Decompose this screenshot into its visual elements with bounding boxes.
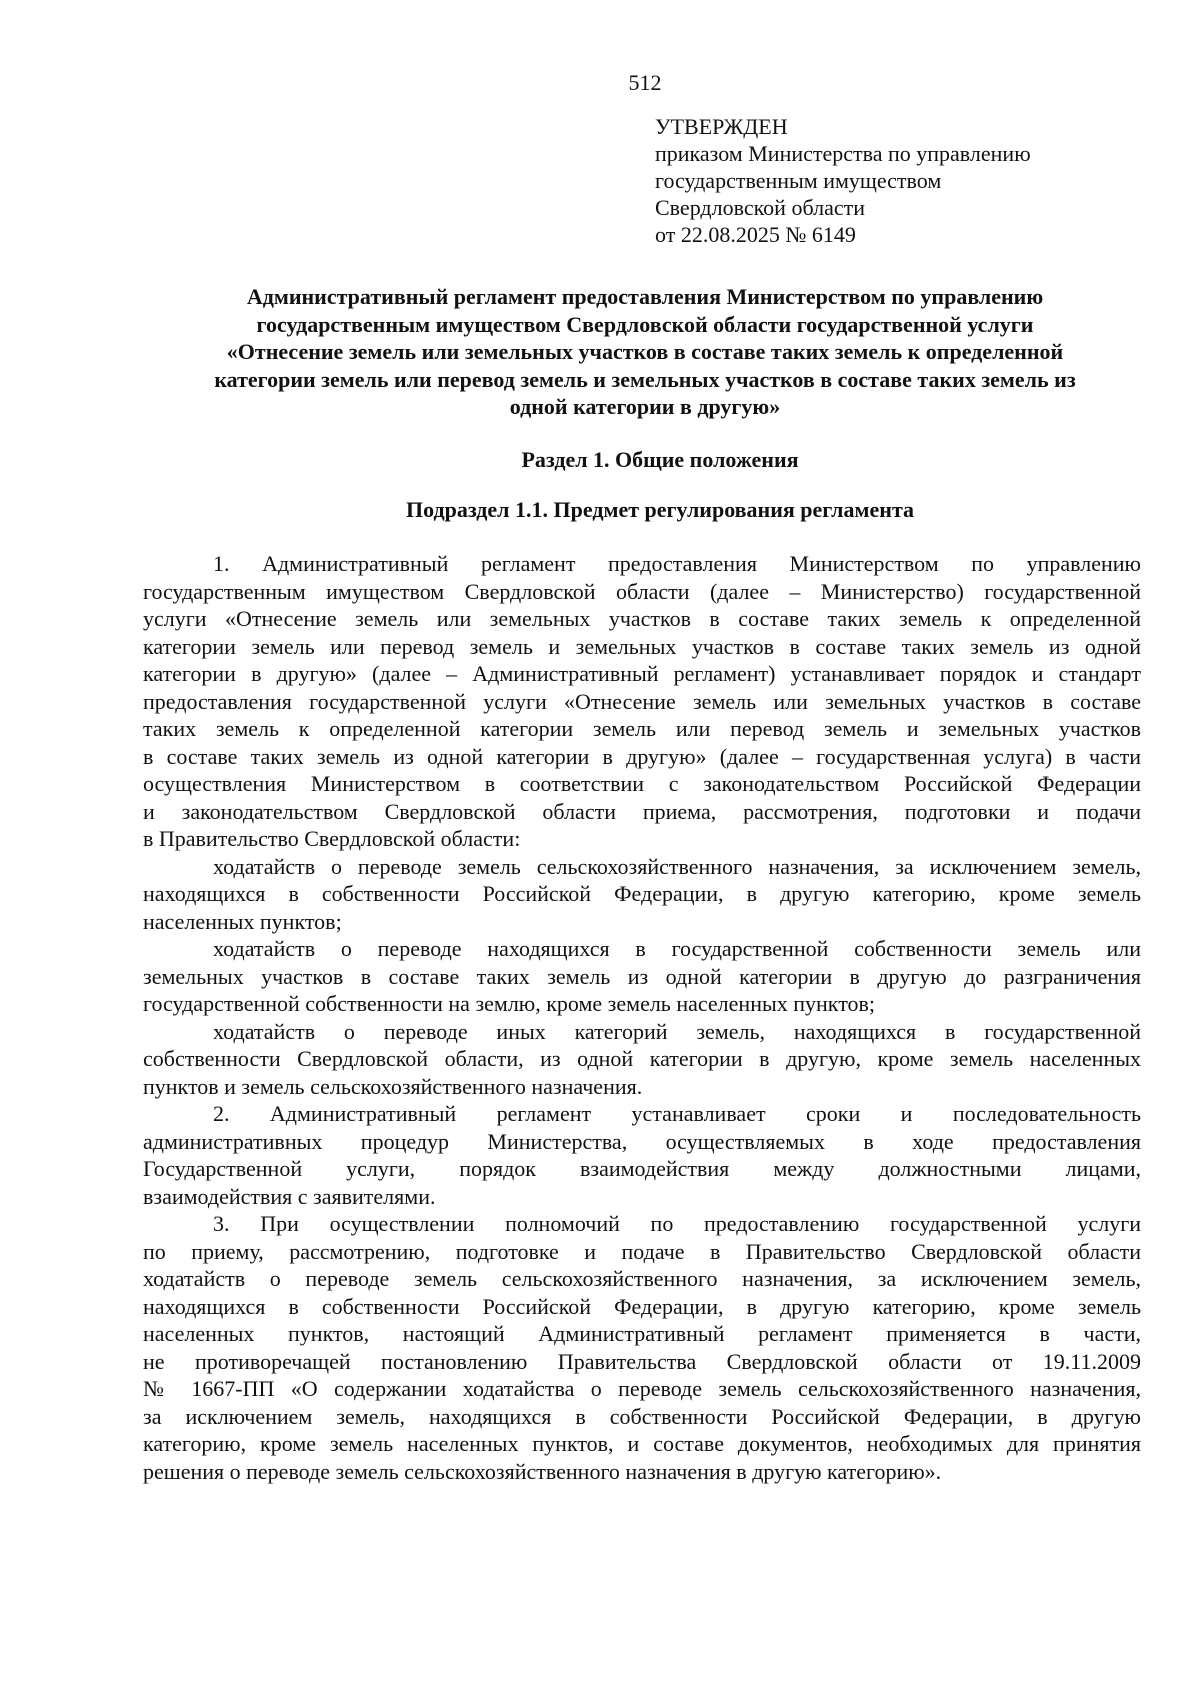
paragraph (143, 853, 1141, 936)
paragraph-line: по приему, рассмотрению, подготовке и подаче в Правительство Свердловской области (143, 1238, 1141, 1264)
paragraph-line: государственным имуществом Свердловской области (далее – Министерство) государственной (143, 578, 1141, 604)
paragraph-line: предоставления государственной услуги «Отнесение земель или земельных участков в составе (143, 688, 1141, 714)
paragraph-line: государственной собственности на землю, кроме земель населенных пунктов; (143, 991, 876, 1016)
section-heading: Раздел 1. Общие положения (521, 447, 799, 472)
paragraph-line: взаимодействия с заявителями. (143, 1183, 436, 1209)
paragraph-line: земельных участков в составе таких земель из одной категории в другую до разграничения (143, 963, 1141, 989)
paragraph (143, 1210, 1141, 1485)
approval-line: Свердловской области (655, 195, 865, 220)
paragraph-line: населенных пунктов, настоящий Административный регламент применяется в части, (143, 1321, 1141, 1346)
paragraph-line: находящихся в собственности Российской Федерации, в другую категорию, кроме земель (143, 881, 1141, 906)
approval-line: государственным имуществом (655, 168, 942, 193)
subsection-heading: Подраздел 1.1. Предмет регулирования регламента (405, 497, 915, 522)
paragraph-line: 2. Административный регламент устанавливает сроки и последовательность (213, 1101, 1141, 1126)
approval-line: УТВЕРЖДЕН (655, 114, 788, 139)
paragraph (143, 1100, 1141, 1210)
paragraph-line: ходатайств о переводе находящихся в государственной собственности земель или (213, 936, 1141, 961)
paragraph-line: ходатайств о переводе земель сельскохозяйственного назначения, за исключением земель, (143, 1266, 1141, 1291)
paragraph (143, 1018, 1141, 1101)
title-line: категории земель или перевод земель и земельных участков в составе таких земель из (214, 366, 1076, 392)
paragraph-line: административных процедур Министерства, осуществляемых в ходе предоставления (143, 1128, 1141, 1154)
paragraph-line: № 1667-ПП «О содержании ходатайства о переводе земель сельскохозяйственного назначения, (143, 1376, 1141, 1401)
paragraph-line: 3. При осуществлении полномочий по предоставлению государственной услуги (213, 1211, 1141, 1236)
page-number: 512 (628, 70, 662, 95)
paragraph-line: таких земель к определенной категории земель или перевод земель и земельных участков (143, 716, 1141, 741)
paragraph-line: населенных пунктов; (143, 908, 342, 934)
paragraph-line: категории земель или перевод земель и земельных участков в составе таких земель из одной (143, 633, 1141, 659)
title-line: одной категории в другую» (509, 394, 781, 419)
paragraph-line: ходатайств о переводе иных категорий земель, находящихся в государственной (213, 1018, 1141, 1044)
paragraph-line: ходатайств о переводе земель сельскохозяйственного назначения, за исключением земель, (213, 853, 1141, 879)
title-line: государственным имуществом Свердловской области государственной услуги (256, 311, 1034, 337)
paragraph-line: за исключением земель, находящихся в собственности Российской Федерации, в другую (143, 1403, 1141, 1429)
paragraph-line: собственности Свердловской области, из одной категории в другую, кроме земель населенных (143, 1046, 1141, 1071)
paragraph-line: и законодательством Свердловской области приема, рассмотрения, подготовки и подачи (143, 798, 1141, 824)
paragraph-line: услуги «Отнесение земель или земельных участков в составе таких земель к определенной (143, 606, 1141, 631)
paragraph-line: категории в другую» (далее – Административный регламент) устанавливает порядок и стандарт (143, 661, 1141, 686)
title-line: Административный регламент предоставления Министерством по управлению (246, 284, 1044, 309)
approval-stamp (655, 113, 1135, 248)
document-title (140, 283, 1150, 421)
paragraph-line: в Правительство Свердловской области: (143, 826, 521, 851)
approval-line: приказом Министерства по управлению (655, 141, 1031, 166)
paragraph-line: пунктов и земель сельскохозяйственного назначения. (143, 1073, 643, 1099)
title-line: «Отнесение земель или земельных участков в составе таких земель к определенной (226, 339, 1064, 364)
paragraph-line: не противоречащей постановлению Правительства Свердловской области от 19.11.2009 (143, 1348, 1141, 1374)
body-text (143, 550, 1141, 1485)
paragraph-line: 1. Административный регламент предоставления Министерством по управлению (213, 551, 1141, 576)
paragraph-line: Государственной услуги, порядок взаимодействия между должностными лицами, (143, 1156, 1141, 1181)
paragraph (143, 550, 1141, 853)
paragraph-line: решения о переводе земель сельскохозяйственного назначения в другую категорию». (143, 1458, 942, 1484)
paragraph-line: категорию, кроме земель населенных пунктов, и составе документов, необходимых для принятия (143, 1431, 1141, 1456)
paragraph (143, 935, 1141, 1018)
paragraph-line: в составе таких земель из одной категории в другую» (далее – государственная услуга) в части (143, 743, 1141, 769)
approval-line: от 22.08.2025 № 6149 (655, 222, 856, 247)
paragraph-line: находящихся в собственности Российской Федерации, в другую категорию, кроме земель (143, 1293, 1141, 1319)
paragraph-line: осуществления Министерством в соответствии с законодательством Российской Федерации (143, 771, 1141, 796)
